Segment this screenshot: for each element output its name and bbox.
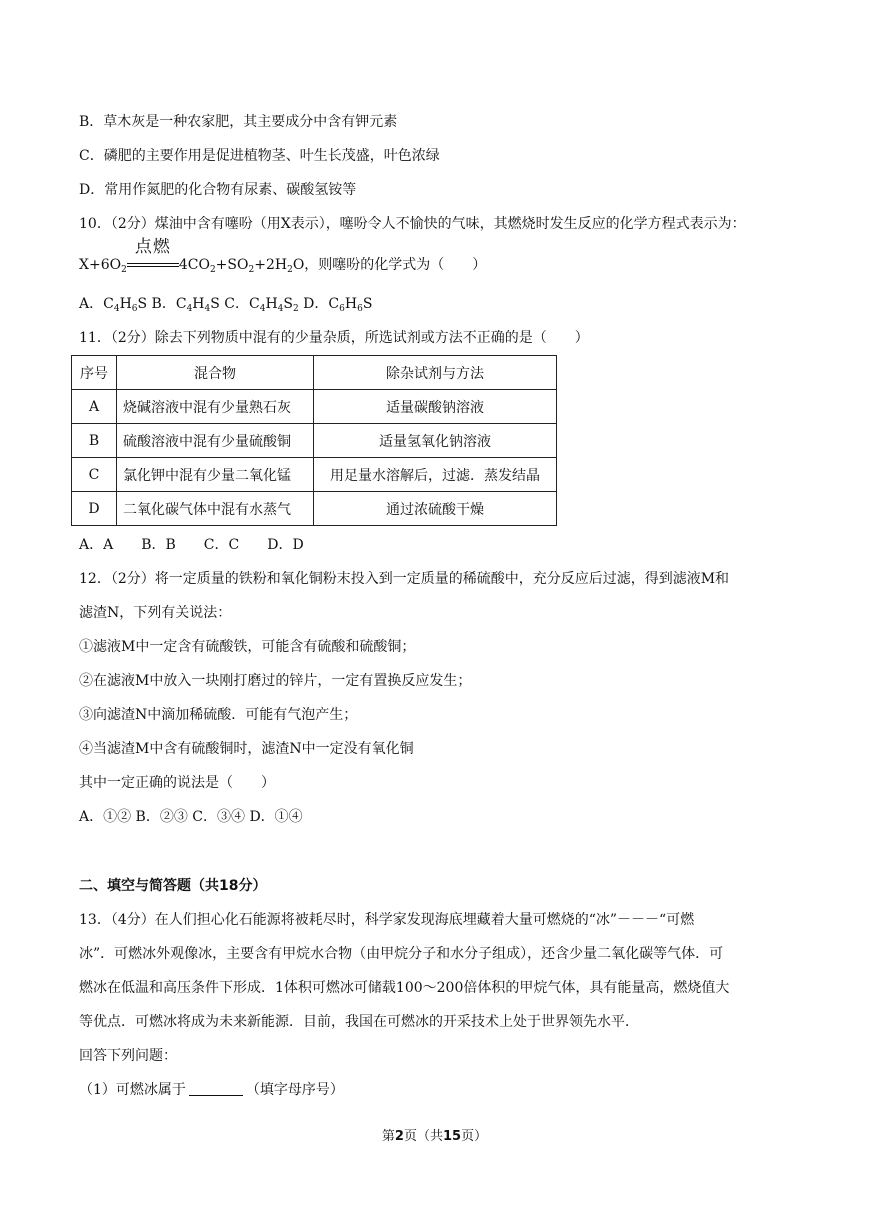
table-row	[72, 492, 557, 526]
q10-equation	[79, 237, 487, 275]
reaction-condition: 点燃	[134, 237, 171, 257]
opt-c: C．C	[219, 296, 260, 312]
opt-d: D．C	[298, 296, 340, 312]
q9-option-d: D．常用作氮肥的化合物有尿素、碳酸氢铵等	[79, 182, 357, 198]
table-cell: B	[72, 424, 117, 458]
answer-blank[interactable]	[189, 1081, 243, 1096]
q11-table	[71, 355, 557, 526]
eq-sub: 2	[287, 265, 293, 275]
q12-stem-line1: 12．（2分）将一定质量的铁粉和氧化铜粉末投入到一定质量的稀硫酸中，充分反应后过滤，得到滤液M和	[79, 571, 730, 587]
header-cell: 除杂试剂与方法	[314, 356, 557, 390]
t: H	[192, 296, 205, 312]
t: H	[265, 296, 278, 312]
table-cell: D	[72, 492, 117, 526]
page-total: 15	[442, 1129, 462, 1144]
q12-statement-2: ②在滤液M中放入一块刚打磨过的锌片，一定有置换反应发生；	[79, 673, 472, 689]
q12-ask: 其中一定正确的说法是（ ）	[79, 775, 275, 791]
table-cell: 通过浓硫酸干燥	[314, 492, 557, 526]
q13-line2: 冰”．可燃冰外观像冰，主要含有甲烷水合物（由甲烷分子和水分子组成），还含少量二氧化碳等气体．可	[79, 946, 724, 962]
q13-part1	[79, 1081, 344, 1099]
part1-prompt: （1）可燃冰属于	[79, 1082, 186, 1098]
sub: 4	[277, 304, 284, 314]
q13-line4: 等优点．可燃冰将成为未来新能源．目前，我国在可燃冰的开采技术上处于世界领先水平．	[79, 1014, 639, 1030]
table-cell: 烧碱溶液中混有少量熟石灰	[117, 390, 314, 424]
sub: 6	[131, 304, 138, 314]
q9-option-c: C．磷肥的主要作用是促进植物茎、叶生长茂盛，叶色浓绿	[79, 148, 440, 164]
table-header-row	[72, 356, 557, 390]
sub: 6	[357, 304, 363, 314]
sub: 4	[186, 304, 193, 314]
table-cell: 二氧化碳气体中混有水蒸气	[117, 492, 314, 526]
sub: 4	[259, 304, 266, 314]
q12-statement-1: ①滤液M中一定含有硫酸铁，可能含有硫酸和硫酸铜；	[79, 639, 416, 655]
eq-sub: 2	[209, 265, 216, 275]
sub: 2	[293, 304, 299, 314]
eq-sub: 2	[248, 265, 255, 275]
eq-product-3: +2H	[254, 257, 288, 273]
reaction-arrow	[127, 237, 179, 274]
section-2-title: 二、填空与简答题（共18分）	[79, 878, 267, 894]
eq-product-1: 4CO	[178, 257, 210, 273]
q13-line5: 回答下列问题：	[79, 1048, 177, 1064]
t: S	[283, 296, 293, 312]
table-cell: 适量氢氧化钠溶液	[314, 424, 557, 458]
table-cell: 氯化钾中混有少量二氧化锰	[117, 458, 314, 492]
table-row	[72, 424, 557, 458]
q13-line1: 13．（4分）在人们担心化石能源将被耗尽时，科学家发现海底埋藏着大量可燃烧的“冰”－－－“可燃	[79, 912, 695, 928]
table-row	[72, 390, 557, 424]
part1-hint: （填字母序号）	[245, 1082, 344, 1098]
q10-stem: 10．（2分）煤油中含有噻吩（用X表示），噻吩令人不愉快的气味，其燃烧时发生反应的化学方程式表示为：	[79, 216, 746, 232]
eq-tail: O，则噻吩的化学式为（ ）	[292, 257, 487, 273]
table-cell: 硫酸溶液中混有少量硫酸铜	[117, 424, 314, 458]
q13-line3: 燃冰在低温和高压条件下形成．1体积可燃冰可储载100～200倍体积的甲烷气体，具有能量高，燃烧值大	[79, 980, 730, 996]
t: H	[119, 296, 132, 312]
t: S	[210, 296, 220, 312]
page-footer	[0, 1125, 869, 1144]
q12-options: A．①② B．②③ C．③④ D．①④	[79, 809, 303, 825]
eq-reactants: X+6O	[79, 257, 122, 273]
q12-statement-4: ④当滤渣M中含有硫酸铜时，滤渣N中一定没有氧化铜	[79, 741, 414, 757]
table-cell: 用足量水溶解后，过滤．蒸发结晶	[314, 458, 557, 492]
eq-sub: 2	[121, 265, 127, 275]
footer-text: 页）	[461, 1129, 488, 1144]
t: S	[137, 296, 148, 312]
table-cell: A	[72, 390, 117, 424]
q10-options	[79, 295, 372, 313]
table-cell: 适量碳酸钠溶液	[314, 390, 557, 424]
opt-a: A．C	[79, 296, 114, 312]
footer-text: 页（共	[403, 1129, 443, 1144]
sub: 4	[204, 304, 211, 314]
sub: 6	[339, 304, 345, 314]
page-number: 2	[394, 1129, 404, 1144]
table-cell: C	[72, 458, 117, 492]
t: H	[344, 296, 358, 312]
opt-b: B．C	[147, 296, 187, 312]
q12-stem-line2: 滤渣N，下列有关说法：	[79, 605, 232, 621]
q12-statement-3: ③向滤渣N中滴加稀硫酸．可能有气泡产生；	[79, 707, 358, 723]
q11-options: A．A B．B C．C D．D	[79, 537, 304, 553]
t: S	[362, 296, 373, 312]
sub: 4	[113, 304, 120, 314]
footer-text: 第	[381, 1129, 395, 1144]
header-cell: 混合物	[117, 356, 314, 390]
eq-product-2: +SO	[215, 257, 249, 273]
header-cell: 序号	[72, 356, 117, 390]
q11-stem: 11．（2分）除去下列物质中混有的少量杂质，所选试剂或方法不正确的是（ ）	[79, 330, 589, 346]
q9-option-b: B．草木灰是一种农家肥，其主要成分中含有钾元素	[79, 114, 398, 130]
table-row	[72, 458, 557, 492]
